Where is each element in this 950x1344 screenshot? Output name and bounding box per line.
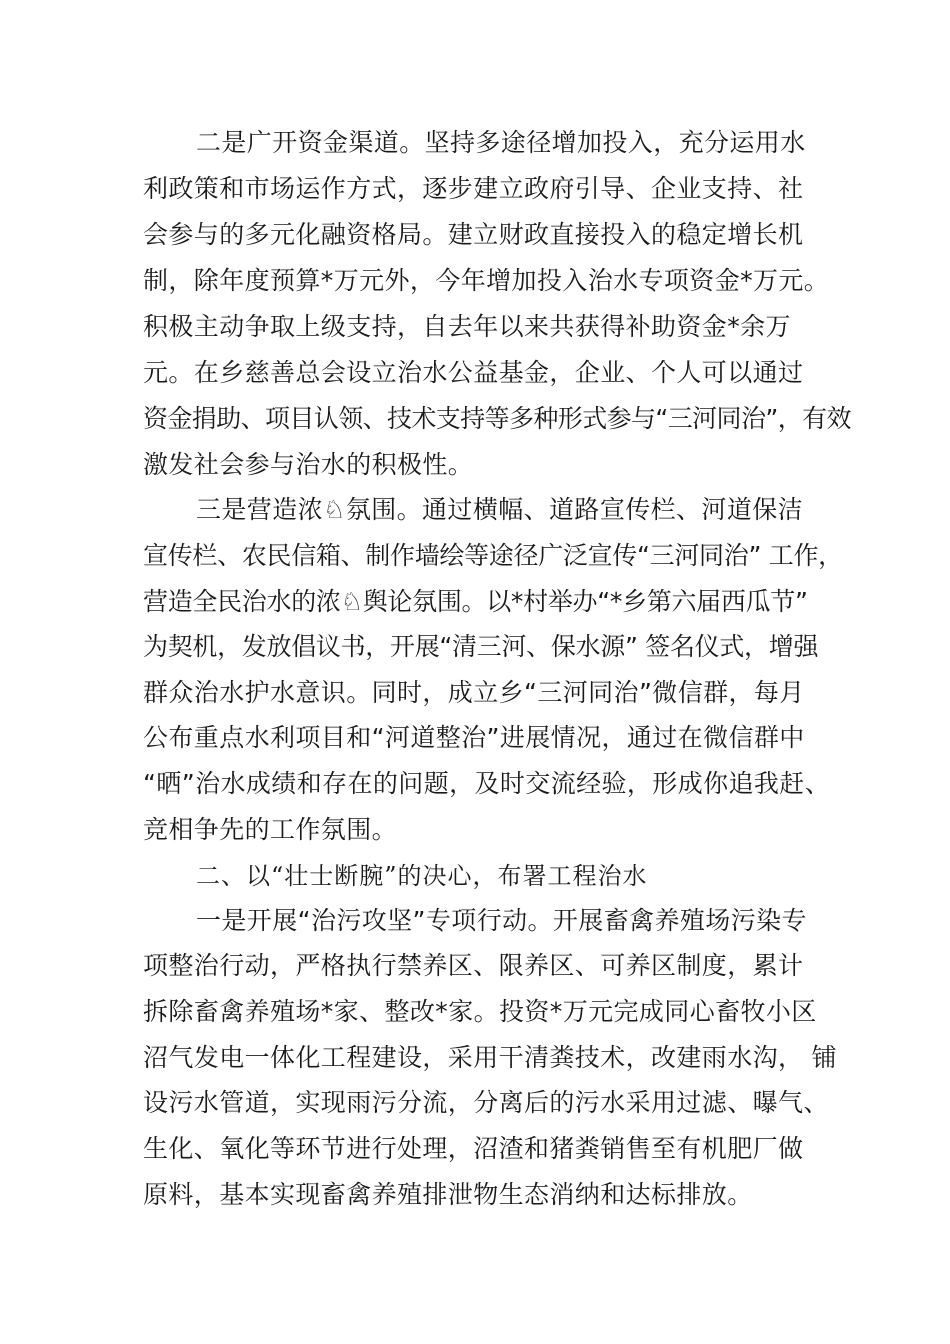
text-line: 原料，基本实现畜禽养殖排泄物生态消纳和达标排放。 (143, 1180, 753, 1209)
text-line: 激发社会参与治水的积极性。 (143, 450, 474, 479)
text-line: 一是开展“治污攻坚”专项行动。开展畜禽养殖场污染专 (196, 906, 807, 935)
text-line: 为契机，发放倡议书，开展“清三河、保水源” 签名仪式，增强 (143, 632, 819, 661)
heading-text: 二、以“壮士断腕”的决心，布署工程治水 (196, 862, 648, 890)
text-line: 元。在乡慈善总会设立治水公益基金，企业、个人可以通过 (143, 358, 804, 387)
text-line: 资金捐助、项目认领、技术支持等多种形式参与“三河同治”，有效 (143, 404, 851, 433)
text-line: “晒”治水成绩和存在的问题，及时交流经验，形成你追我赶、 (143, 769, 831, 798)
text-line: 会参与的多元化融资格局。建立财政直接投入的稳定增长机 (143, 220, 804, 249)
text-line: 竞相争先的工作氛围。 (143, 815, 398, 844)
text-line: 三是营造浓♘氛围。通过横幅、道路宣传栏、河道保洁 (196, 495, 804, 524)
text-line: 利政策和市场运作方式，逐步建立政府引导、企业支持、社 (143, 174, 804, 203)
text-line: 拆除畜禽养殖场*家、整改*家。投资*万元完成同心畜牧小区 (143, 997, 817, 1026)
text-line: 公布重点水利项目和“河道整治”进展情况，通过在微信群中 (143, 723, 805, 752)
text-line: 宣传栏、农民信箱、制作墙绘等途径广泛宣传“三河同治” 工作， (143, 541, 843, 570)
text-line: 生化、氧化等环节进行处理，沼渣和猪粪销售至有机肥厂做 (143, 1134, 804, 1163)
text-line: 积极主动争取上级支持，自去年以来共获得补助资金*余万 (143, 312, 791, 341)
text-line: 沼气发电一体化工程建设，采用干清粪技术，改建雨水沟， 铺 (143, 1043, 838, 1072)
text-line: 设污水管道，实现雨污分流，分离后的污水采用过滤、曝气、 (143, 1088, 829, 1117)
text-line: 营造全民治水的浓♘舆论氛围。以*村举办“*乡第六届西瓜节” (143, 587, 808, 616)
text-line: 制，除年度预算*万元外，今年增加投入治水专项资金*万元。 (143, 266, 830, 295)
text-line: 二是广开资金渠道。坚持多途径增加投入，充分运用水 (196, 128, 806, 157)
text-line: 项整治行动，严格执行禁养区、限养区、可养区制度，累计 (143, 951, 804, 980)
text-line: 群众治水护水意识。同时，成立乡“三河同治”微信群，每月 (143, 678, 805, 707)
